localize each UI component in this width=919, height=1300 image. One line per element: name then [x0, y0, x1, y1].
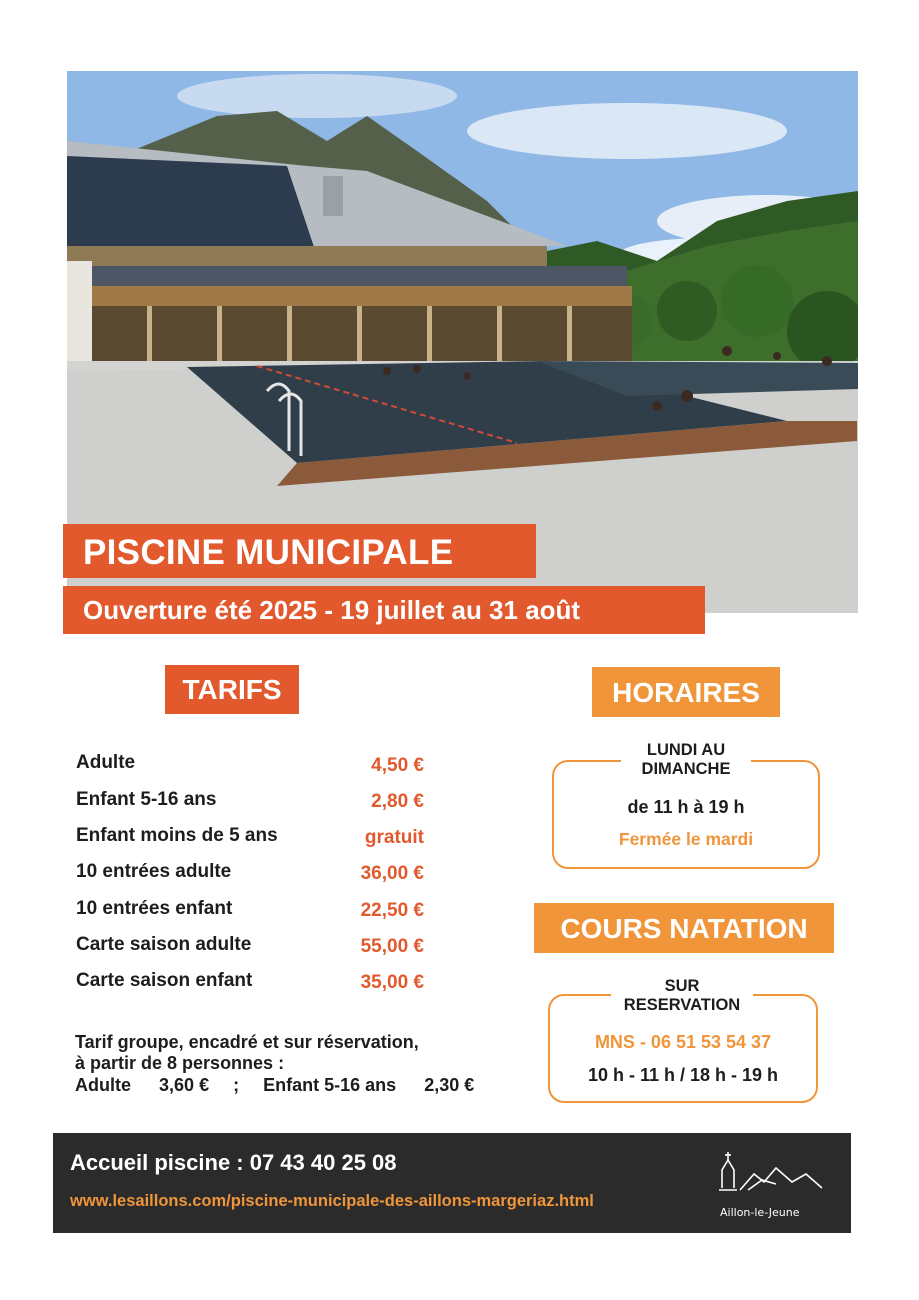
- logo-caption: Aillon-le-Jeune: [720, 1206, 800, 1219]
- opening-hours: de 11 h à 19 h: [627, 797, 745, 817]
- closed-day: Fermée le mardi: [618, 829, 754, 849]
- group-adult-label: Adulte: [75, 1075, 131, 1095]
- tarif-price: 35,00 €: [360, 972, 424, 993]
- reservation-note: [611, 977, 753, 1015]
- swim-lessons-heading: COURS NATATION: [534, 903, 834, 953]
- tarif-price: 36,00 €: [360, 863, 424, 884]
- tarif-label: Carte saison enfant: [76, 970, 253, 991]
- group-separator: ;: [233, 1075, 240, 1095]
- days-line-1: LUNDI AU: [646, 741, 726, 759]
- group-adult-price: 3,60 €: [159, 1075, 210, 1095]
- horaires-days: [621, 741, 751, 779]
- reservation-line-1: SUR: [664, 977, 700, 995]
- tarif-price: gratuit: [364, 827, 424, 848]
- group-child-price: 2,30 €: [424, 1075, 475, 1095]
- group-rate-note: [75, 1032, 474, 1096]
- aillon-logo: [714, 1150, 834, 1210]
- tarif-label: Adulte: [76, 752, 136, 773]
- church-mountain-icon: [714, 1150, 834, 1210]
- reception-phone: Accueil piscine : 07 43 40 25 08: [70, 1150, 397, 1175]
- mns-contact: MNS - 06 51 53 54 37: [594, 1032, 772, 1052]
- tarif-label: 10 entrées adulte: [76, 861, 232, 882]
- lesson-slots: 10 h - 11 h / 18 h - 19 h: [587, 1065, 779, 1085]
- tarif-price: 22,50 €: [360, 900, 424, 921]
- reservation-line-2: RESERVATION: [623, 996, 741, 1014]
- group-note-line1: Tarif groupe, encadré et sur réservation,: [75, 1032, 419, 1052]
- tarif-label: Carte saison adulte: [76, 934, 252, 955]
- opening-period: Ouverture été 2025 - 19 juillet au 31 août: [63, 586, 705, 634]
- tarif-price: 2,80 €: [371, 791, 424, 812]
- tarif-price: 4,50 €: [371, 755, 424, 776]
- group-note-line2: à partir de 8 personnes :: [75, 1053, 285, 1073]
- group-child-label: Enfant 5-16 ans: [263, 1075, 397, 1095]
- website-link[interactable]: www.lesaillons.com/piscine-municipale-des-aillons-margeriaz.html: [70, 1192, 594, 1210]
- tarifs-heading: TARIFS: [165, 665, 299, 714]
- page-title: PISCINE MUNICIPALE: [63, 524, 536, 578]
- tarif-price: 55,00 €: [360, 936, 424, 957]
- days-line-2: DIMANCHE: [641, 760, 731, 778]
- tarif-label: Enfant moins de 5 ans: [76, 825, 278, 846]
- horaires-heading: HORAIRES: [592, 667, 780, 717]
- tarif-label: 10 entrées enfant: [76, 898, 233, 919]
- tarif-label: Enfant 5-16 ans: [76, 789, 217, 810]
